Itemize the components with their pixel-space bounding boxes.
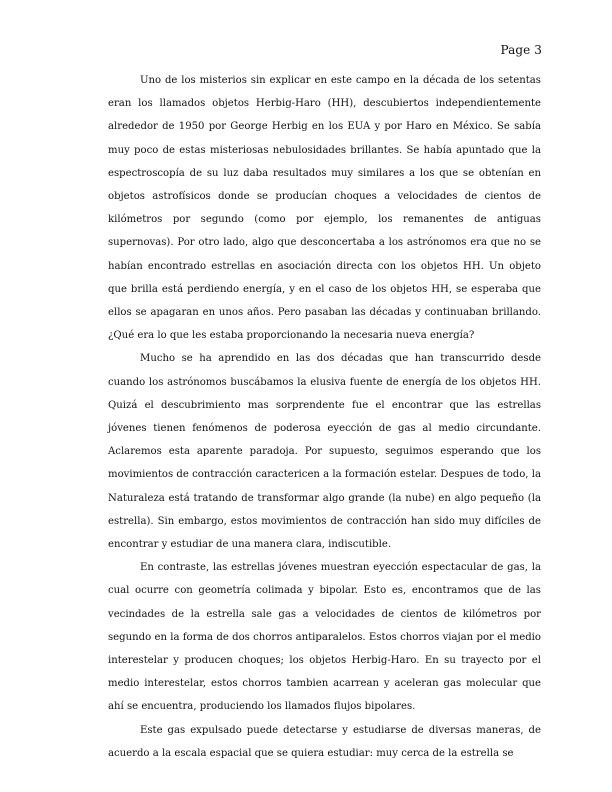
paragraph-herbig-haro-mystery: Uno de los misterios sin explicar en este campo en la década de los setentas eran los llamados objetos Herbig-Haro (HH), descubiertos independientemente alrededor de 1950 por George Herbig en los EUA y por Haro en México. Se sabía muy poco de estas misteriosas nebulosidades brillantes. Se había apuntado que la espectroscopía de su luz daba resultados muy similares a los que se obtenían en objetos astrofísicos donde se producían choques a velocidades de cientos de kilómetros por segundo (como por ejemplo, los remanentes de antiguas supernovas). Por otro lado, algo que desconcertaba a los astrónomos era que no se habían encontrado estrellas en asociación directa con los objetos HH. Un objeto que brilla está perdiendo energía, y en el caso de los objetos HH, se esperaba que ellos se apagaran en unos años. Pero pasaban las décadas y continuaban brillando. ¿Qué era lo que les estaba proporcionando la necesaria nueva energía?: [108, 75, 541, 342]
document-body: [108, 69, 541, 765]
page-number: Page 3: [500, 43, 542, 57]
paragraph-expelled-gas: Este gas expulsado puede detectarse y estudiarse de diversas maneras, de acuerdo a la escala espacial que se quiera estudiar: muy cerca de la estrella se: [108, 724, 541, 759]
paragraph-energy-source: Mucho se ha aprendido en las dos décadas que han transcurrido desde cuando los astrónomos buscábamos la elusiva fuente de energía de los objetos HH. Quizá el descubrimiento mas sorprendente fue el encontrar que las estrellas jóvenes tienen fenómenos de poderosa eyección de gas al medio circundante. Aclaremos esta aparente paradoja. Por supuesto, seguimos esperando que los movimientos de contracción caractericen a la formación estelar. Despues de todo, la Naturaleza está tratando de transformar algo grande (la nube) en algo pequeño (la estrella). Sin embargo, estos movimientos de contracción han sido muy difíciles de encontrar y estudiar de una manera clara, indiscutible.: [108, 353, 541, 551]
paragraph-bipolar-jets: En contraste, las estrellas jóvenes muestran eyección espectacular de gas, la cual ocurre con geometría colimada y bipolar. Esto es, encontramos que de las vecindades de la estrella sale gas a velocidades de cientos de kilómetros por segundo en la forma de dos chorros antiparalelos. Estos chorros viajan por el medio interestelar y producen choques; los objetos Herbig-Haro. En su trayecto por el medio interestelar, estos chorros tambien acarrean y aceleran gas molecular que ahí se encuentra, produciendo los llamados flujos bipolares.: [108, 562, 541, 713]
